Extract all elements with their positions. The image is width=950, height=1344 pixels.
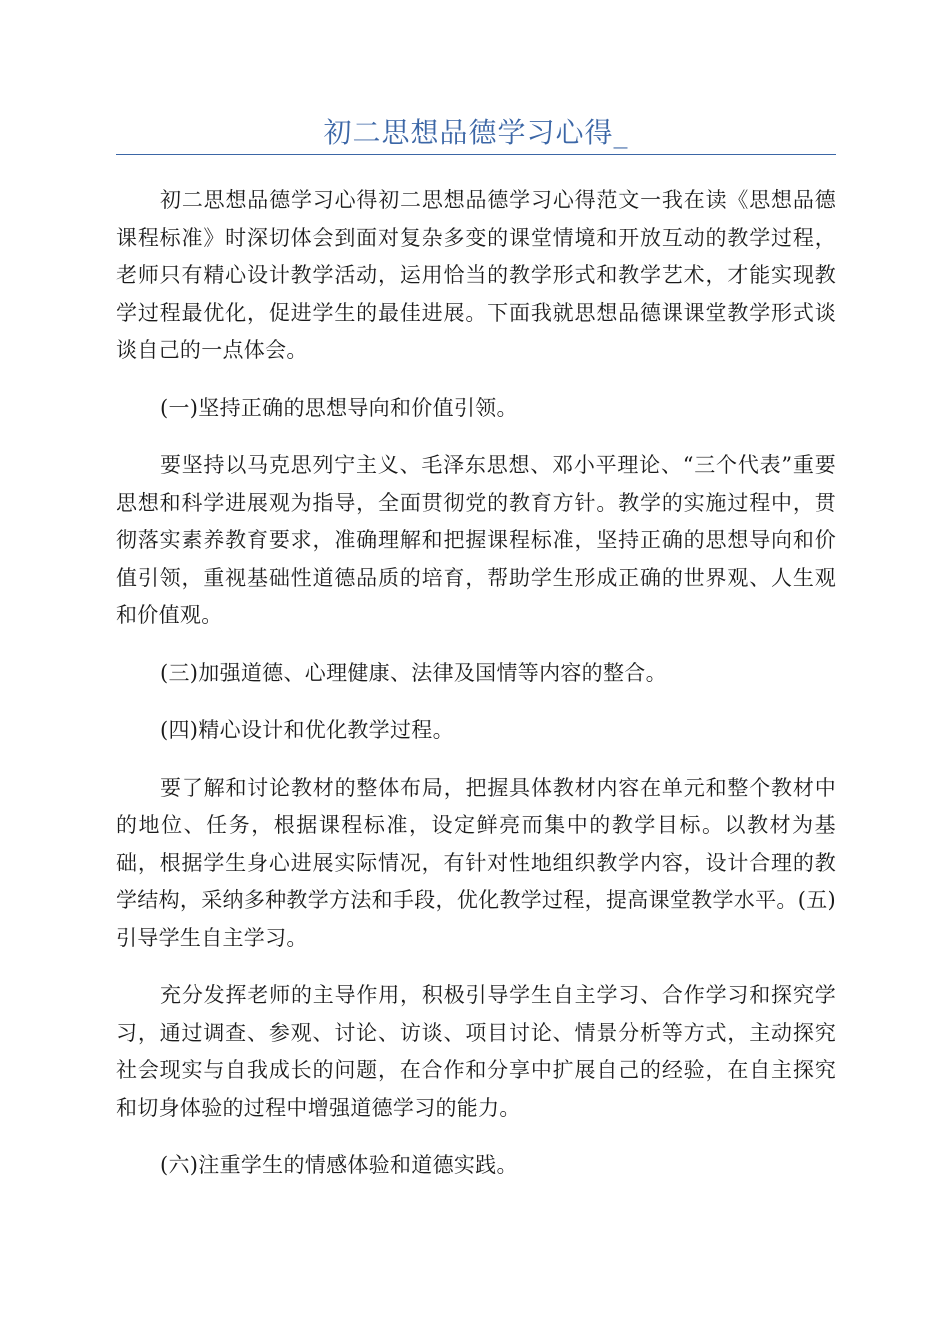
document-body <box>116 182 836 1185</box>
title-divider <box>116 154 836 155</box>
document-title: 初二思想品德学习心得_ <box>323 116 629 149</box>
paragraph-heading-1: (一)坚持正确的思想导向和价值引领。 <box>160 395 518 420</box>
paragraph-heading-4: (四)精心设计和优化教学过程。 <box>160 718 454 742</box>
paragraph-teaching-process: 要了解和讨论教材的整体布局，把握具体教材内容在单元和整个教材中的地位、任务，根据课程标准，设定鲜亮而集中的教学目标。以教材为基础，根据学生身心进展实际情况，有针对性地组织教学内容，设计合理的教学结构，采纳多种教学方法和手段，优化教学过程，提高课堂教学水平。(五)引导学生自主学习。 <box>116 775 836 950</box>
paragraph-guidance: 要坚持以马克思列宁主义、毛泽东思想、邓小平理论、“三个代表”重要思想和科学进展观为指导，全面贯彻党的教育方针。教学的实施过程中，贯彻落实素养教育要求，准确理解和把握课程标准，坚持正确的思想导向和价值引领，重视基础性道德品质的培育，帮助学生形成正确的世界观、人生观和价值观。 <box>116 453 836 627</box>
paragraph-heading-3: (三)加强道德、心理健康、法律及国情等内容的整合。 <box>160 660 667 685</box>
paragraph-heading-6: (六)注重学生的情感体验和道德实践。 <box>160 1153 518 1177</box>
paragraph-intro: 初二思想品德学习心得初二思想品德学习心得范文一我在读《思想品德课程标准》时深切体会到面对复杂多变的课堂情境和开放互动的教学过程，老师只有精心设计教学活动，运用恰当的教学形式和教学艺术，才能实现教学过程最优化，促进学生的最佳进展。下面我就思想品德课课堂教学形式谈谈自己的一点体会。 <box>116 188 836 362</box>
document-page <box>116 112 836 1205</box>
paragraph-self-learning: 充分发挥老师的主导作用，积极引导学生自主学习、合作学习和探究学习，通过调查、参观、讨论、访谈、项目讨论、情景分析等方式，主动探究社会现实与自我成长的问题，在合作和分享中扩展自己的经验，在自主探究和切身体验的过程中增强道德学习的能力。 <box>116 983 836 1120</box>
